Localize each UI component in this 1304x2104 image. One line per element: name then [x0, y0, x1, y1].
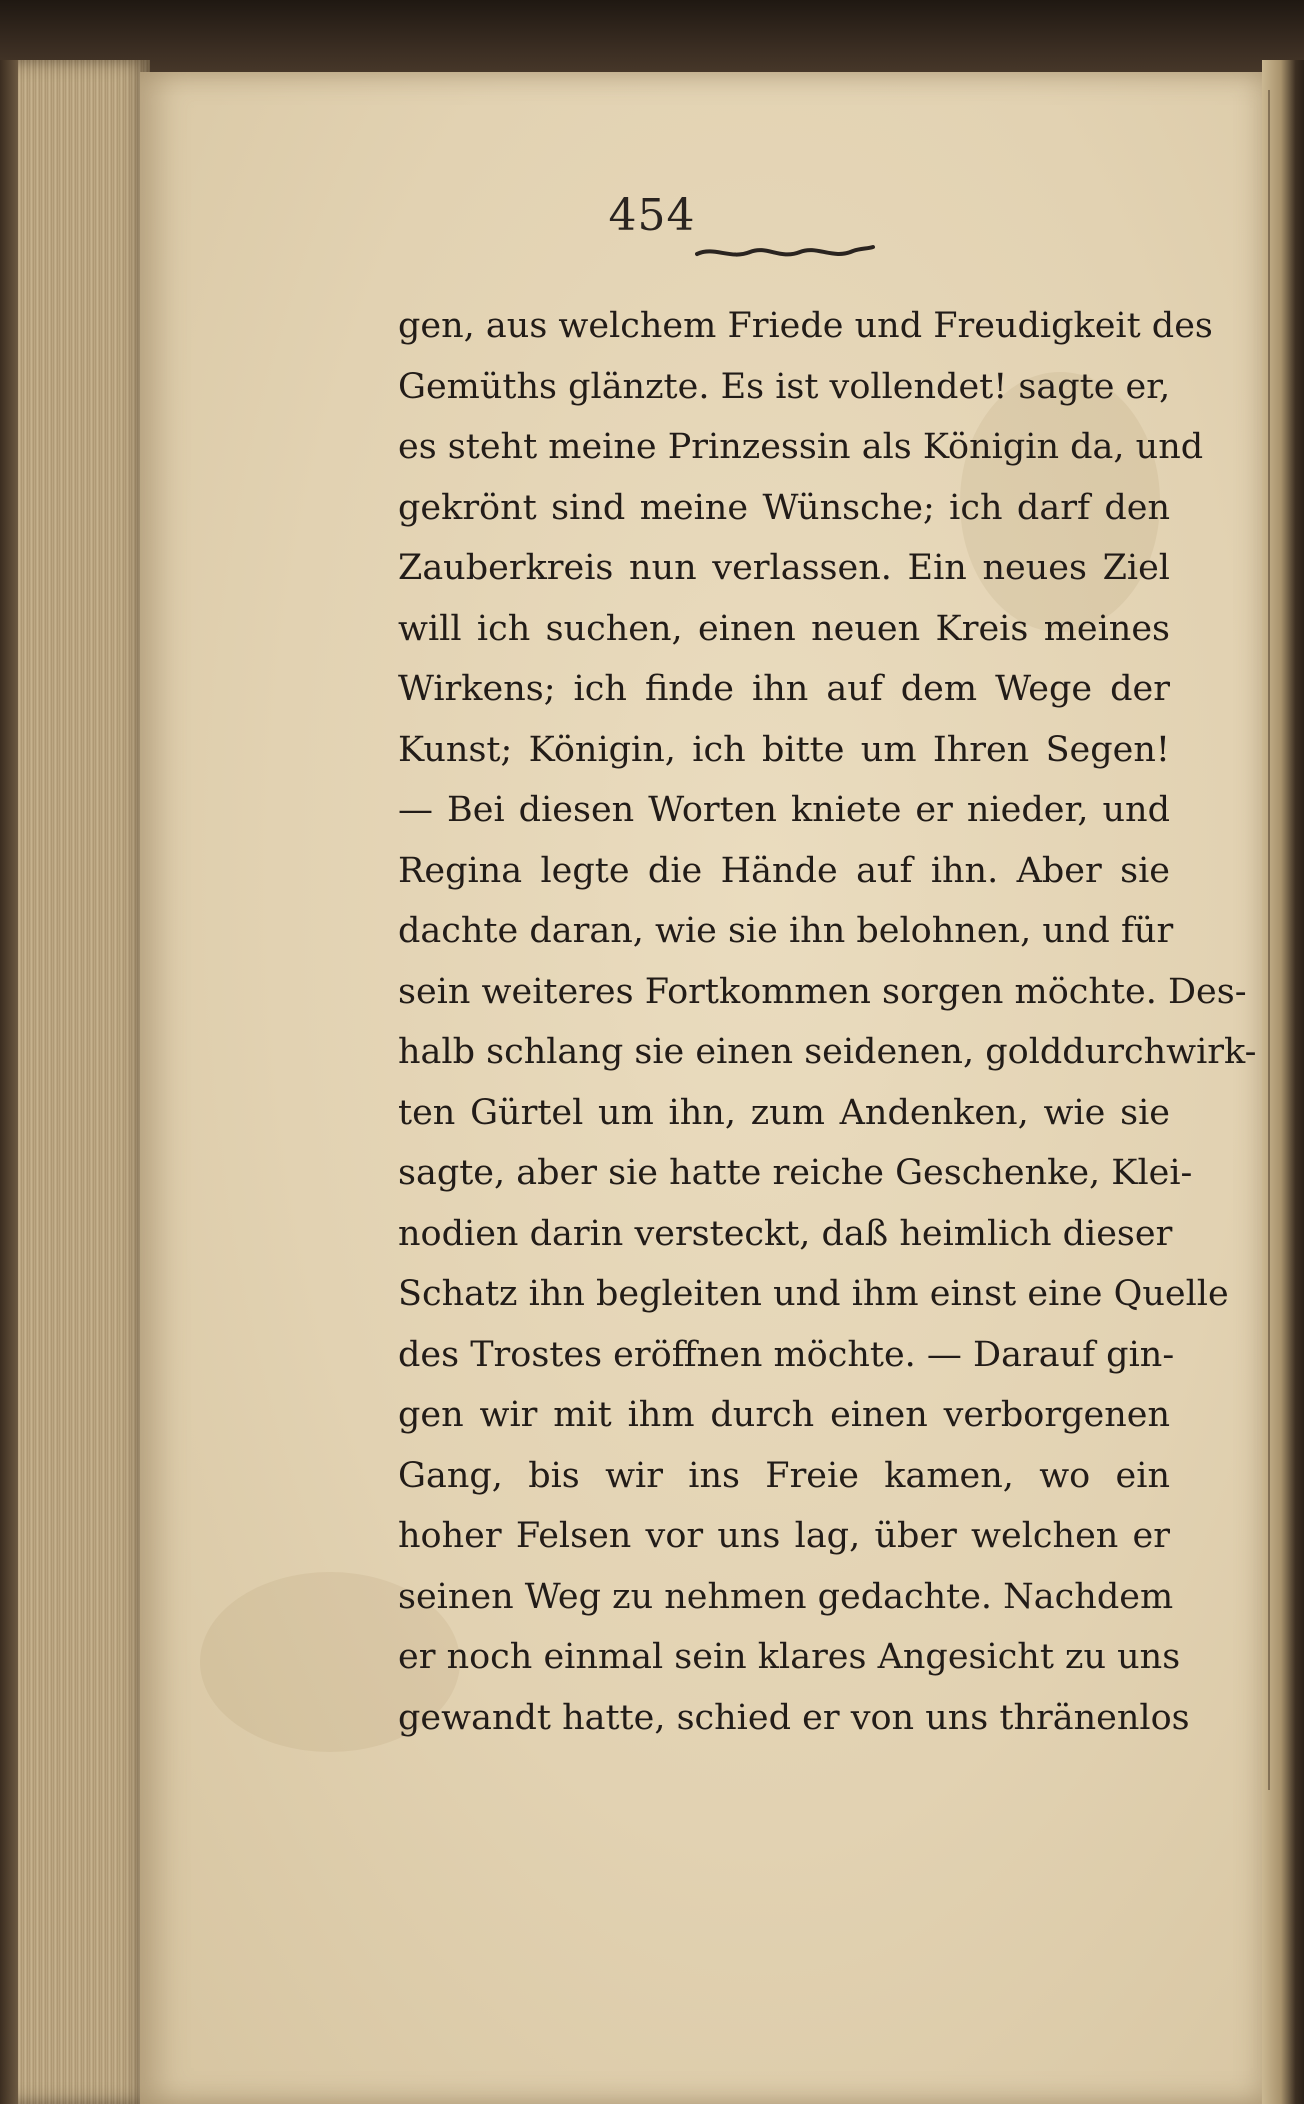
text-line: Gang, bis wir ins Freie kamen, wo ein	[398, 1455, 1170, 1496]
text-line: — Bei diesen Worten kniete er nieder, und	[398, 790, 1170, 830]
ornament-rule-icon	[695, 240, 875, 264]
text-line: hoher Felsen vor uns lag, über welchen er	[398, 1516, 1170, 1556]
book-cover-edge	[0, 60, 18, 2104]
text-line: sagte, aber sie hatte reiche Geschenke, Klei-	[398, 1153, 1193, 1193]
text-line: Schatz ihn begleiten und ihm einst eine Quelle	[398, 1274, 1229, 1314]
book-top-edge	[0, 0, 1304, 80]
text-line: sein weiteres Fortkommen sorgen möchte. Des-	[398, 971, 1247, 1012]
text-line: seinen Weg zu nehmen gedachte. Nachdem	[398, 1576, 1174, 1617]
text-line: des Trostes eröffnen möchte. — Darauf gin-	[398, 1334, 1175, 1375]
page-edges-left	[0, 60, 150, 2104]
text-line: ten Gürtel um ihn, zum Andenken, wie sie	[398, 1092, 1170, 1133]
text-line: Gemüths glänzte. Es ist vollendet! sagte er,	[398, 366, 1171, 407]
text-line: gewandt hatte, schied er von uns thränenlos	[398, 1697, 1190, 1738]
page-crease	[1268, 90, 1270, 1790]
text-line: gen wir mit ihm durch einen verborgenen	[398, 1395, 1170, 1435]
text-line: Regina legte die Hände auf ihn. Aber sie	[398, 850, 1170, 891]
text-line: Zauberkreis nun verlassen. Ein neues Ziel	[398, 548, 1170, 588]
text-line: Wirkens; ich finde ihn auf dem Wege der	[398, 669, 1170, 709]
text-line: es steht meine Prinzessin als Königin da, und	[398, 427, 1204, 467]
text-line: will ich suchen, einen neuen Kreis meines	[398, 608, 1170, 649]
text-line: gen, aus welchem Friede und Freudigkeit des	[398, 306, 1213, 346]
text-line: halb schlang sie einen seidenen, golddurchwirk-	[398, 1032, 1257, 1072]
text-line: gekrönt sind meine Wünsche; ich darf den	[398, 487, 1170, 528]
text-line: dachte daran, wie sie ihn belohnen, und für	[398, 911, 1174, 951]
text-line: er noch einmal sein klares Angesicht zu uns	[398, 1637, 1181, 1677]
body-text	[398, 296, 1257, 1748]
page-number: 454	[608, 190, 696, 241]
text-line: nodien darin versteckt, daß heimlich dieser	[398, 1213, 1173, 1254]
text-line: Kunst; Königin, ich bitte um Ihren Segen!	[398, 729, 1170, 770]
